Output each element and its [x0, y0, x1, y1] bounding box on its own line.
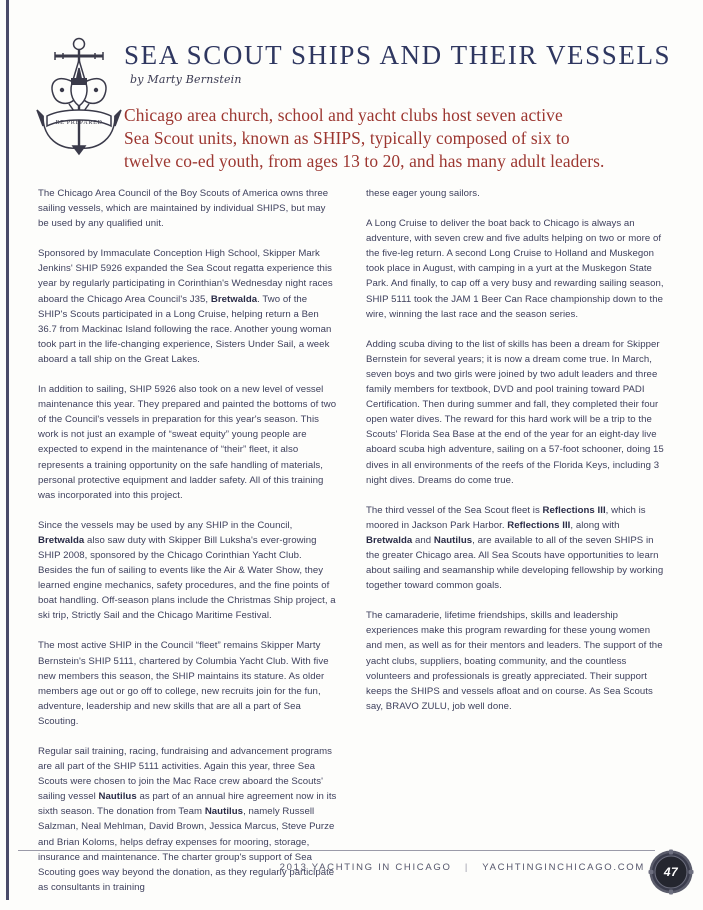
svg-text:BE PREPARED: BE PREPARED: [55, 119, 103, 126]
deck-line: Chicago area church, school and yacht clubs host seven active: [124, 105, 563, 125]
paragraph: Adding scuba diving to the list of skills has been a dream for Skipper Bernstein for several years; it is now a dream come true. In March, seven boys and two girls were joined by two adult leaders and three family members for textbook, DVD and pool training toward PADI Certification. Then during summer and fall, they completed their four open water dives. The reward for this hard work will be a trip to the Scouts' Florida Sea Base at the end of the year for an eight-day live aboard scuba high adventure, sailing on a 57-foot schooner, doing 15 dives in all environments of the reefs of the Florida Keys, including 3 night dives. Dreams do come true.: [366, 338, 664, 486]
sea-scouts-emblem-icon: [33, 34, 125, 156]
footer-credits: [0, 862, 645, 873]
deck-line: twelve co-ed youth, from ages 13 to 20, and has many adult leaders.: [124, 151, 605, 171]
paragraph: Sponsored by Immaculate Conception High School, Skipper Mark Jenkins' SHIP 5926 expanded the Sea Scout regatta experience this year by regularly participating in Corinthian's Wednesday night races aboard the Chicago Area Council's J35, Bretwalda. Two of the SHIP's Scouts participated in a Long Cruise, helping return a Ben 36.7 from Mackinac Island following the race. Another young woman took part in the life-changing experience, Sisters Under Sail, a week aboard a tall ship on the Great Lakes.: [38, 248, 333, 365]
article-deck: [124, 104, 672, 173]
footer-separator: |: [464, 862, 470, 873]
paragraph: The Chicago Area Council of the Boy Scouts of America owns three sailing vessels, which are maintained by individual SHIPS, but may be used by any qualified unit.: [38, 188, 329, 230]
footer-issue: 2013 YACHTING IN CHICAGO: [279, 862, 452, 873]
article-title: SEA SCOUT SHIPS AND THEIR VESSELS: [124, 40, 672, 70]
paragraph: these eager young sailors.: [366, 188, 480, 199]
paragraph: The third vessel of the Sea Scout fleet is Reflections III, which is moored in Jackson Park Harbor. Reflections III, along with Bretwalda and Nautilus, are available to all of the seven SHIPS in the greater Chicago area. All Sea Scouts have opportunities to learn about sailing and seamanship while developing fellowship by working together toward common goals.: [366, 504, 664, 592]
deck-line: Sea Scout units, known as SHIPS, typically composed of six to: [124, 128, 570, 148]
page-number: 47: [663, 865, 679, 879]
paragraph: The camaraderie, lifetime friendships, skills and leadership experiences make this program rewarding for these young women and men, as well as for their mentors and leaders. The support of the yacht clubs, suppliers, boating community, and the countless volunteers and professionals is greatly appreciated. Their support keeps the SHIPS and vessels afloat and on course. As Sea Scouts say, BRAVO ZULU, job well done.: [366, 610, 663, 712]
paragraph: In addition to sailing, SHIP 5926 also took on a new level of vessel maintenance this year. They prepared and painted the bottoms of two of the Council's vessels in preparation for this year's season. This work is not just an example of “sweat equity” young people are expected to expend in the maintenance of “their” fleet, it also represents a training opportunity on the safe handling of materials, personal protective equipment and ladder safety. All of this training was incorporated into this project.: [38, 384, 337, 501]
article-body: [38, 186, 666, 910]
article-masthead: [0, 0, 703, 180]
page-footer: [0, 844, 703, 900]
left-column: [38, 186, 338, 910]
paragraph: Since the vessels may be used by any SHIP in the Council, Bretwalda also saw duty with Skipper Bill Luksha's ever-growing SHIP 2008, sponsored by the Chicago Corinthian Yacht Club. Besides the fun of sailing to events like the Air & Water Show, they learned engine mechanics, safety procedures, and the fine points of boat handling. Off-season plans include the Christmas Ship project, a ski trip, Strictly Sail and the Chicago Maritime Festival.: [38, 519, 336, 622]
footer-website[interactable]: YACHTINGINCHICAGO.COM: [482, 862, 645, 873]
paragraph: A Long Cruise to deliver the boat back to Chicago is always an adventure, with seven crew and five adults helping on two or more of the five-leg return. A second Long Cruise to Holland and Muskegon took place in August, with camping in a yurt at the Muskegon State Park. And finally, to cap off a very busy and rewarding sailing season, SHIP 5111 took the JAM 1 Beer Can Race championship down to the wire, winning the last race and the season series.: [366, 218, 664, 320]
paragraph: The most active SHIP in the Council “fleet” remains Skipper Marty Bernstein's SHIP 5111, chartered by Columbia Yacht Club. With five new members this season, the SHIP maintains its stature. As older members age out or go off to college, new recruits join for the fun, adventure, leadership and new skills that are all a part of Sea Scouting.: [38, 640, 329, 727]
title-block: [124, 41, 684, 86]
page-number-badge: [648, 849, 694, 895]
right-column: [366, 186, 666, 910]
article-byline: by Marty Bernstein: [130, 73, 242, 87]
footer-divider: [18, 850, 655, 851]
paragraph: Regular sail training, racing, fundraising and advancement programs are all part of the SHIP 5111 activities. Again this year, three Sea Scouts were chosen to join the Mac Race crew aboard the Scouts' sailing vessel Nautilus as part of an annual hire agreement now in its sixth season. The donation from Team Nautilus, namely Russell Salzman, Neal Mehlman, David Brown, Jessica Marcus, Steve Purze and Brian Koloms, helps defray expenses for mooring, storage, insurance and maintenance. The charter group's support of Sea Scouting goes way beyond the donation, as they regularly participate as consultants in training: [38, 746, 337, 893]
